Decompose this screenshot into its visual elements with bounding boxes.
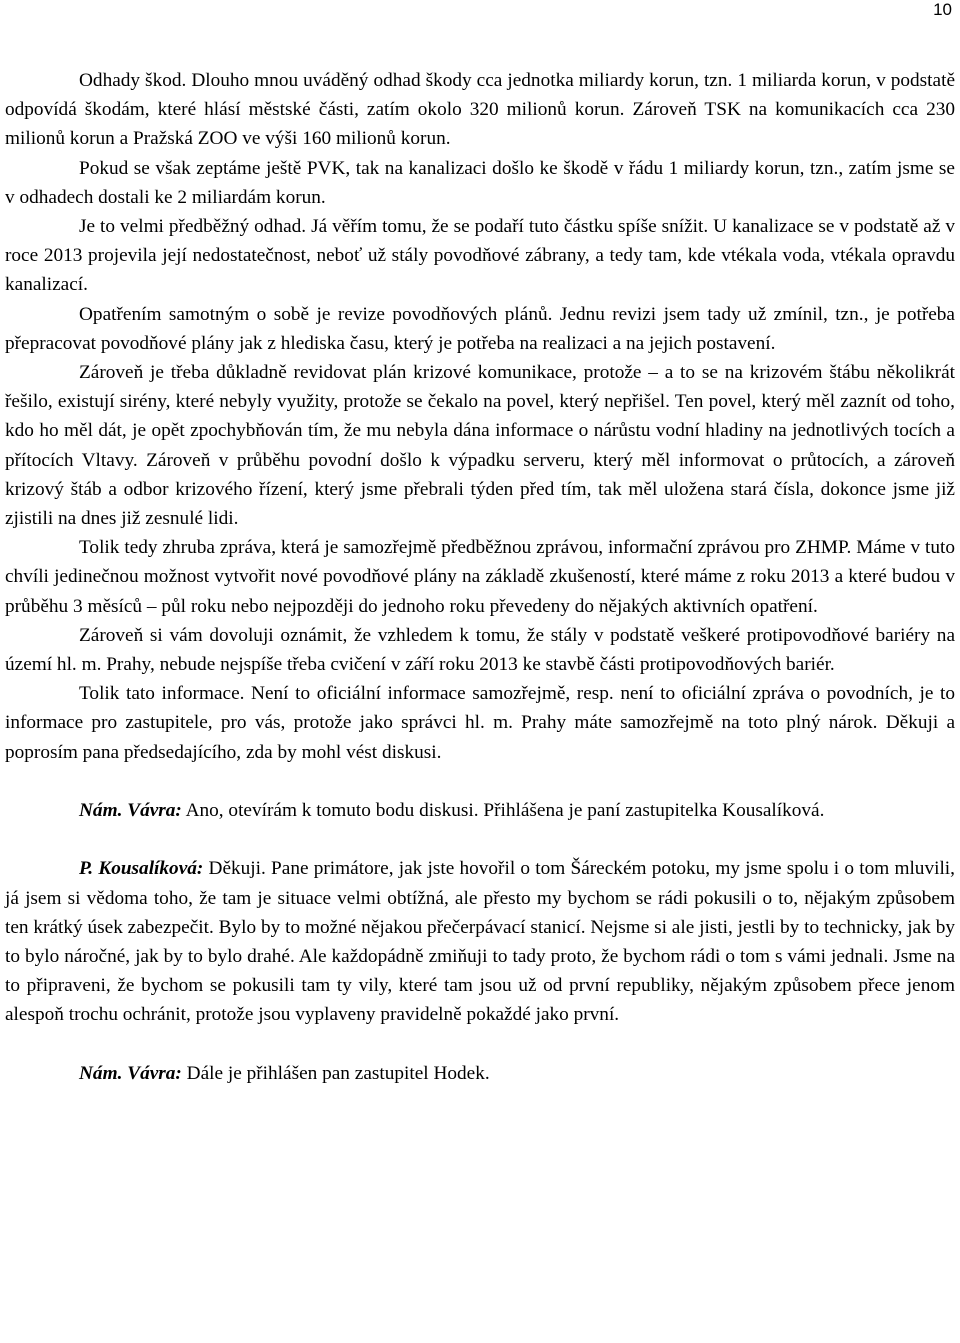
speaker-name: P. Kousalíková: — [79, 858, 204, 880]
statement-text: Dále je přihlášen pan zastupitel Hodek. — [181, 1062, 490, 1084]
page-number: 10 — [933, 0, 952, 19]
paragraph: Pokud se však zeptáme ještě PVK, tak na kanalizaci došlo ke škodě v řádu 1 miliardy korun, tzn., zatím jsme se v odhadech dostali ke 2 miliardám korun. — [5, 157, 955, 208]
speaker-name: Nám. Vávra: — [79, 1062, 182, 1084]
statement-text: Děkuji. Pane primátore, jak jste hovořil o tom Šáreckém potoku, my jsme spolu i o tom mluvili, já jsem si vědoma toho, že tam je situace velmi obtížná, ale přesto my bychom se rádi pokusili o to, nějakým způsobem ten krátký úsek zabezpečit. Bylo by to možné nějakou přečerpávací stanicí. Nejsme si ale jisti, jestli by to technicky, jak by to bylo náročné, jak by to bylo drahé. Ale každopádně zmiňuji to tady proto, že bychom rádi o tom s vámi jednali. Jsme na to připraveni, že bychom se pokusili tam ty vily, které tam jsou už od první republiky, nějakým způsobem přece jenom alespoň trochu ochránit, protože jsou vyplaveny pravidelně pokaždé jako první. — [5, 858, 955, 1026]
statement — [5, 854, 955, 1029]
paragraph: Tolik tedy zhruba zpráva, která je samozřejmě předběžnou zprávou, informační zprávou pro ZHMP. Máme v tuto chvíli jedinečnou možnost vytvořit nové povodňové plány na základě zkušeností, které máme z roku 2013 a které budou v průběhu 3 měsíců – půl roku nebo nejpozději do jednoho roku převedeny do nějakých aktivních opatření. — [5, 537, 955, 617]
document-body — [5, 66, 955, 1088]
paragraph: Tolik tato informace. Není to oficiální informace samozřejmě, resp. není to oficiální zpráva o povodních, je to informace pro zastupitele, pro vás, protože jako správci hl. m. Prahy máte samozřejmě na toto plný nárok. Děkuji a poprosím pana předsedajícího, zda by mohl vést diskusi. — [5, 683, 955, 763]
statement — [5, 1059, 955, 1088]
statement — [5, 796, 955, 825]
paragraph: Odhady škod. Dlouho mnou uváděný odhad škody cca jednotka miliardy korun, tzn. 1 miliarda korun, v podstatě odpovídá škodám, které hlásí městské části, zatím okolo 320 milionů korun. Zároveň TSK na komunikacích cca 230 milionů korun a Pražská ZOO ve výši 160 milionů korun. — [5, 70, 955, 150]
speaker-name: Nám. Vávra: — [79, 800, 182, 822]
paragraph: Je to velmi předběžný odhad. Já věřím tomu, že se podaří tuto částku spíše snížit. U kanalizace se v podstatě až v roce 2013 projevila její nedostatečnost, neboť už stály povodňové zábrany, a tedy tam, kde vtékala voda, vtékala opravdu kanalizací. — [5, 216, 955, 296]
paragraph: Opatřením samotným o sobě je revize povodňových plánů. Jednu revizi jsem tady už zmínil, tzn., je potřeba přepracovat povodňové plány jak z hlediska času, který je potřeba na realizaci a na jejich postavení. — [5, 303, 955, 354]
paragraph: Zároveň je třeba důkladně revidovat plán krizové komunikace, protože – a to se na krizovém štábu několikrát řešilo, existují sirény, které nebyly využity, protože se čekalo na povel, který nepřišel. Ten povel, který měl zaznít od toho, kdo ho měl dát, je opět zpochybňován tím, že mu nebyla dána informace o nárůstu vodní hladiny na jednotlivých tocích a přítocích Vltavy. Zároveň v průběhu povodní došlo k výpadku serveru, který měl informovat o průtocích, a zároveň krizový štáb a odbor krizového řízení, který jsme přebrali týden před tím, tak měl uložena stará čísla, dokonce jsme již zjistili na dnes již zesnulé lidi. — [5, 362, 955, 530]
statement-text: Ano, otevírám k tomuto bodu diskusi. Přihlášena je paní zastupitelka Kousalíková. — [181, 800, 825, 822]
paragraph: Zároveň si vám dovoluji oznámit, že vzhledem k tomu, že stály v podstatě veškeré protipovodňové bariéry na území hl. m. Prahy, nebude nejspíše třeba cvičení v září roku 2013 ke stavbě části protipovodňových bariér. — [5, 624, 955, 676]
